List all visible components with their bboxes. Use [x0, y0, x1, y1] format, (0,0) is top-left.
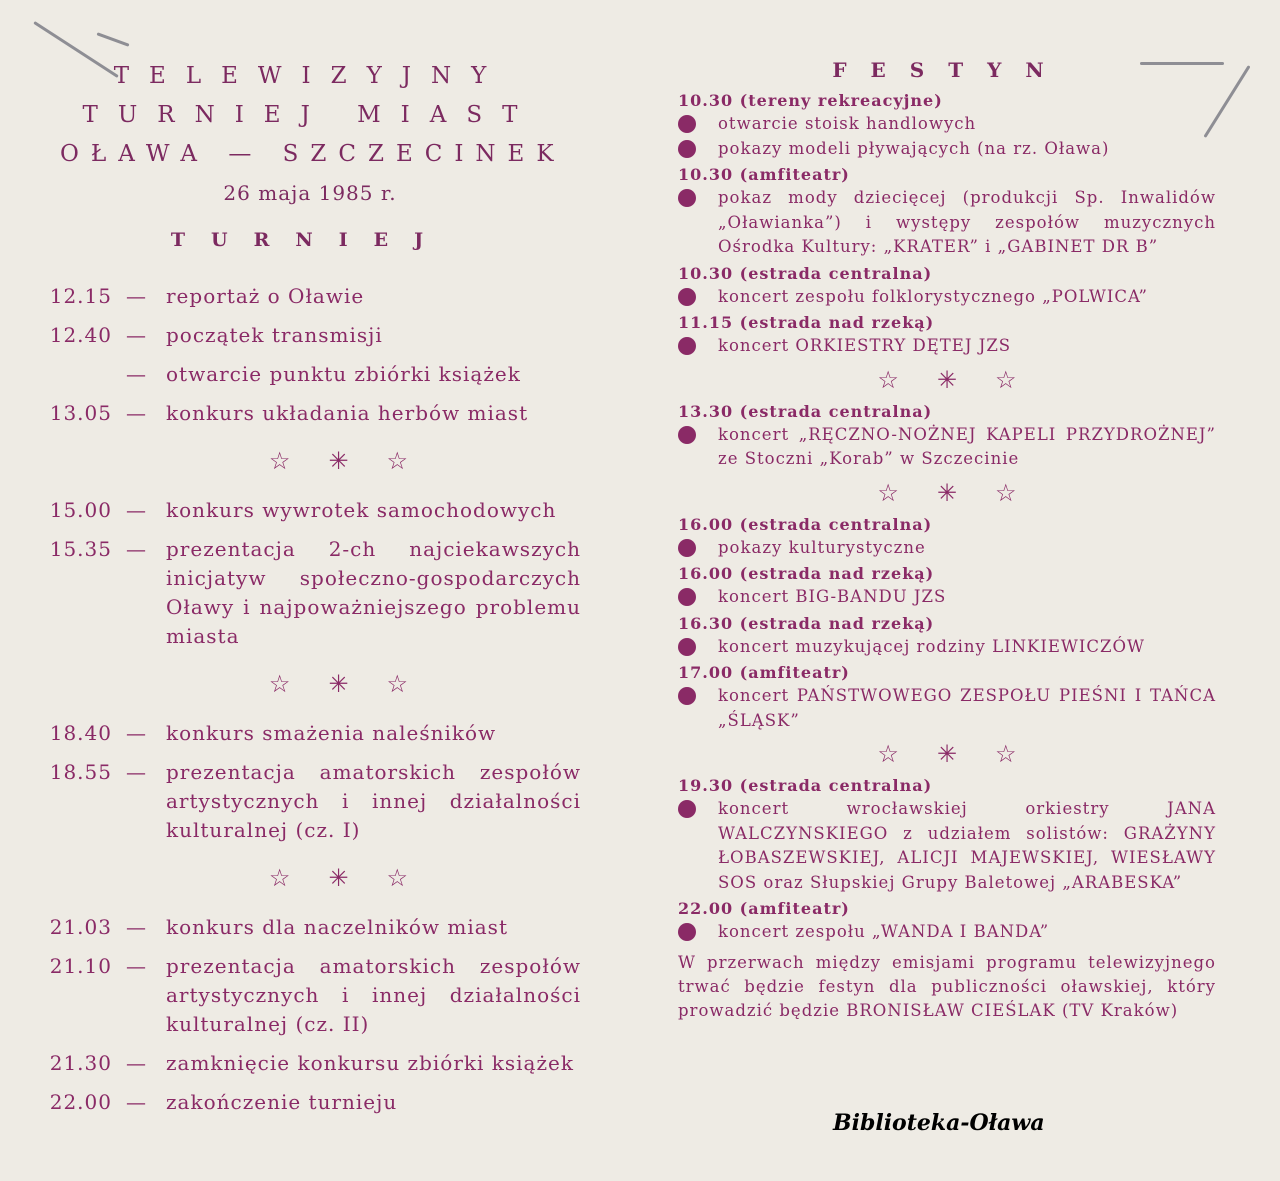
schedule-row	[36, 360, 581, 389]
event-item	[678, 536, 1216, 561]
schedule-description: konkurs układania herbów miast	[166, 401, 529, 425]
turniej-heading: TURNIEJ	[170, 229, 450, 251]
star-separator	[678, 478, 1216, 508]
schedule-row	[36, 952, 581, 1039]
event-description: koncert „RĘCZNO-NOŻNEJ KAPELI PRZYDROŻNEJ” ze Stoczni „Korab” w Szczecinie	[718, 424, 1216, 468]
schedule-time: 22.00	[49, 1090, 112, 1114]
event-time-venue: 22.00 (amfiteatr)	[678, 899, 850, 918]
asterisk-icon: ✳	[936, 365, 958, 394]
event-item	[678, 684, 1216, 733]
star-icon: ☆	[995, 478, 1017, 507]
event-description: koncert wrocławskiej orkiestry JANA WALCZYNSKIEGO z udziałem solistów: GRAŻYNY ŁOBASZEWSKIEJ, ALICJI MAJEWSKIEJ, WIESŁAWY SOS oraz Słupskiej Grupy Baletowej „ARABESKA”	[718, 799, 1216, 892]
bullet-icon	[678, 115, 696, 133]
schedule-time: 18.40	[49, 721, 112, 745]
schedule-row	[36, 913, 581, 942]
schedule-dash: —	[126, 401, 146, 425]
star-icon: ☆	[268, 670, 291, 698]
festyn-schedule	[678, 90, 1216, 1023]
bullet-icon	[678, 638, 696, 656]
schedule-time: 13.05	[49, 401, 112, 425]
star-icon: ☆	[877, 365, 899, 394]
festyn-event	[678, 898, 1216, 945]
schedule-time: 21.03	[49, 915, 112, 939]
schedule-description: początek transmisji	[166, 323, 383, 347]
bullet-icon	[678, 539, 696, 557]
star-separator	[36, 863, 581, 893]
schedule-dash: —	[126, 323, 146, 347]
event-time-venue: 10.30 (estrada centralna)	[678, 263, 933, 283]
star-icon: ☆	[268, 447, 291, 475]
schedule-row	[36, 496, 581, 525]
festyn-event	[678, 613, 1216, 660]
event-description: pokazy modeli pływających (na rz. Oława)	[718, 138, 1110, 158]
bullet-icon	[678, 189, 696, 207]
festyn-event	[678, 514, 1216, 561]
schedule-description: konkurs smażenia naleśników	[166, 721, 497, 745]
schedule-description: konkurs dla naczelników miast	[166, 915, 508, 939]
schedule-description: otwarcie punktu zbiórki książek	[166, 362, 521, 386]
event-item	[678, 423, 1216, 472]
festyn-event	[678, 164, 1216, 260]
event-time-venue: 10.30 (amfiteatr)	[678, 165, 850, 184]
event-time-venue: 16.00 (estrada nad rzeką)	[678, 564, 935, 583]
event-item	[678, 585, 1216, 610]
event-date: 26 maja 1985 r.	[223, 181, 397, 205]
event-description: pokaz mody dziecięcej (produkcji Sp. Inwalidów „Oławianka”) i występy zespołów muzycznych Ośrodka Kultury: „KRATER” i „GABINET DR B”	[718, 188, 1216, 256]
schedule-description: reportaż o Oławie	[166, 284, 365, 308]
star-icon: ☆	[995, 740, 1017, 768]
festyn-event	[678, 312, 1216, 359]
library-watermark: Biblioteka-Oława	[833, 1110, 1045, 1136]
festyn-event	[678, 662, 1216, 733]
event-time-venue: 11.15 (estrada nad rzeką)	[678, 313, 935, 332]
schedule-row	[36, 1049, 581, 1078]
bullet-icon	[678, 140, 696, 158]
bullet-icon	[678, 288, 696, 306]
festyn-event	[678, 90, 1216, 161]
star-icon: ☆	[386, 864, 409, 892]
bullet-icon	[678, 923, 696, 941]
star-separator	[678, 365, 1216, 395]
schedule-dash: —	[126, 362, 146, 386]
event-description: otwarcie stoisk handlowych	[718, 114, 977, 133]
schedule-time: 18.55	[49, 760, 112, 784]
event-description: pokazy kulturystyczne	[718, 537, 926, 557]
schedule-time: 15.00	[49, 498, 112, 522]
schedule-time: 21.30	[49, 1051, 112, 1075]
event-description: koncert muzykującej rodziny LINKIEWICZÓW	[718, 636, 1145, 656]
schedule-dash: —	[126, 498, 146, 522]
bullet-icon	[678, 687, 696, 705]
festyn-event	[678, 775, 1216, 895]
header-line-3: OŁAWA — SZCZECINEK	[60, 141, 566, 167]
turniej-schedule	[36, 282, 581, 1117]
schedule-time: 12.15	[49, 284, 112, 308]
leaflet-header	[60, 57, 566, 212]
event-description: koncert BIG-BANDU JZS	[718, 587, 947, 606]
schedule-dash: —	[126, 1090, 146, 1114]
event-time-venue: 17.00 (amfiteatr)	[678, 663, 850, 682]
schedule-dash: —	[126, 954, 146, 978]
star-separator	[678, 739, 1216, 769]
schedule-description: konkurs wywrotek samochodowych	[166, 498, 557, 522]
star-icon: ☆	[877, 478, 899, 507]
star-separator	[36, 446, 581, 476]
asterisk-icon: ✳	[936, 740, 958, 768]
event-description: koncert ORKIESTRY DĘTEJ JZS	[718, 336, 1012, 355]
bullet-icon	[678, 800, 696, 818]
schedule-row	[36, 535, 581, 651]
star-separator	[36, 669, 581, 699]
festyn-event	[678, 563, 1216, 610]
schedule-row	[36, 321, 581, 350]
star-icon: ☆	[268, 864, 291, 892]
schedule-description: prezentacja amatorskich zespołów artystycznych i innej działalności kulturalnej (cz. I)	[166, 760, 581, 842]
schedule-description: zamknięcie konkursu zbiórki książek	[166, 1051, 574, 1075]
event-time-venue: 16.30 (estrada nad rzeką)	[678, 613, 935, 633]
bullet-icon	[678, 337, 696, 355]
schedule-time: 15.35	[49, 537, 112, 561]
schedule-dash: —	[126, 1051, 146, 1075]
star-icon: ☆	[877, 740, 899, 768]
schedule-row	[36, 282, 581, 311]
star-icon: ☆	[386, 670, 409, 698]
event-item	[678, 334, 1216, 359]
schedule-dash: —	[126, 537, 146, 561]
festyn-heading: FESTYN	[832, 58, 1068, 82]
star-icon: ☆	[995, 365, 1017, 394]
asterisk-icon: ✳	[328, 447, 349, 475]
staple-mark	[97, 32, 130, 46]
event-description: koncert PAŃSTWOWEGO ZESPOŁU PIEŚNI I TAŃCA „ŚLĄSK”	[718, 686, 1216, 730]
event-item	[678, 137, 1216, 162]
closing-note: W przerwach między emisjami programu telewizyjnego trwać będzie festyn dla publiczności oławskiej, który prowadzić będzie BRONISŁAW CIEŚLAK (TV Kraków)	[678, 952, 1216, 1020]
asterisk-icon: ✳	[328, 864, 349, 892]
event-description: koncert zespołu „WANDA I BANDA”	[718, 922, 1050, 941]
event-item	[678, 797, 1216, 895]
event-item	[678, 186, 1216, 260]
event-time-venue: 10.30 (tereny rekreacyjne)	[678, 91, 943, 110]
schedule-time: 12.40	[49, 323, 112, 347]
bullet-icon	[678, 588, 696, 606]
schedule-row	[36, 758, 581, 845]
event-item	[678, 112, 1216, 137]
event-time-venue: 19.30 (estrada centralna)	[678, 776, 933, 795]
schedule-dash: —	[126, 284, 146, 308]
event-item	[678, 285, 1216, 310]
festyn-event	[678, 263, 1216, 310]
bullet-icon	[678, 426, 696, 444]
schedule-description: zakończenie turnieju	[166, 1090, 398, 1114]
schedule-dash: —	[126, 915, 146, 939]
event-time-venue: 13.30 (estrada centralna)	[678, 401, 933, 421]
schedule-description: prezentacja amatorskich zespołów artystycznych i innej działalności kulturalnej (cz. II)	[166, 954, 581, 1036]
event-time-venue: 16.00 (estrada centralna)	[678, 514, 933, 534]
schedule-row	[36, 399, 581, 428]
schedule-dash: —	[126, 721, 146, 745]
star-icon: ☆	[386, 447, 409, 475]
schedule-description: prezentacja 2-ch najciekawszych inicjatyw społeczno-gospodarczych Oławy i najpoważniejszego problemu miasta	[166, 537, 581, 648]
event-item	[678, 920, 1216, 945]
event-item	[678, 635, 1216, 660]
schedule-row	[36, 1088, 581, 1117]
event-description: koncert zespołu folklorystycznego „POLWICA”	[718, 286, 1148, 306]
header-line-1: TELEWIZYJNY	[113, 63, 507, 89]
schedule-time: 21.10	[49, 954, 112, 978]
schedule-row	[36, 719, 581, 748]
asterisk-icon: ✳	[328, 670, 349, 698]
asterisk-icon: ✳	[936, 478, 958, 507]
header-line-2: TURNIEJ MIAST	[82, 102, 538, 128]
festyn-event	[678, 401, 1216, 472]
schedule-dash: —	[126, 760, 146, 784]
